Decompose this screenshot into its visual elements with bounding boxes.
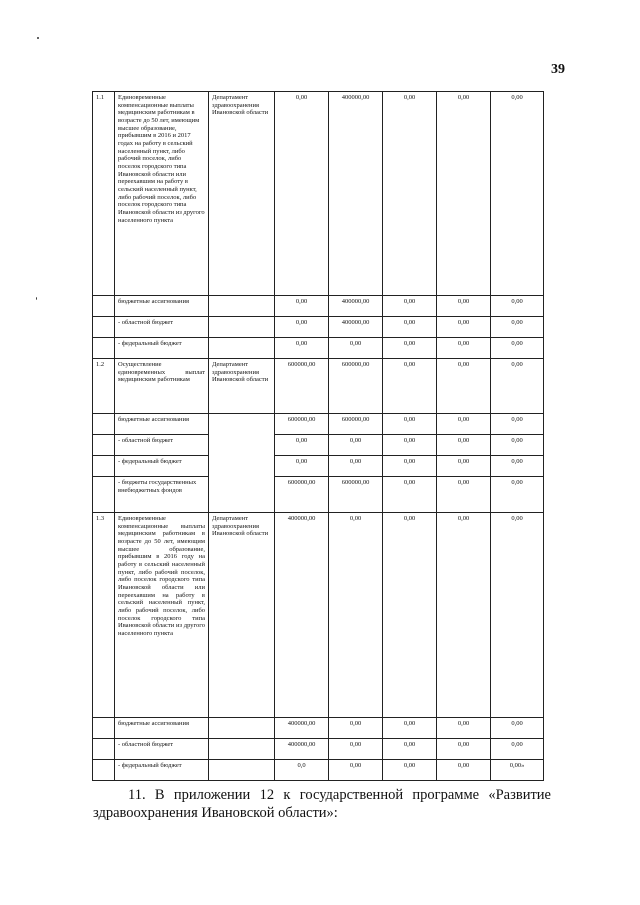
value-cell: 0,00	[437, 718, 491, 739]
table-row	[93, 296, 544, 317]
value-cell: 600000,00	[329, 477, 383, 513]
value-cell: 0,00	[329, 513, 383, 718]
value-cell: 0,00	[491, 718, 544, 739]
value-cell: 0,00	[329, 456, 383, 477]
value-cell: 0,00	[437, 338, 491, 359]
value-cell: 0,00	[437, 435, 491, 456]
table-row	[93, 92, 544, 296]
value-cell: 0,00»	[491, 760, 544, 781]
funding-label: - федеральный бюджет	[115, 338, 209, 359]
executor: Департамент здравоохранения Ивановской области	[209, 359, 275, 414]
value-cell: 0,00	[275, 338, 329, 359]
table-row	[93, 739, 544, 760]
value-cell: 0,00	[437, 760, 491, 781]
value-cell: 400000,00	[329, 92, 383, 296]
value-cell: 0,00	[383, 92, 437, 296]
value-cell: 600000,00	[275, 414, 329, 435]
measure-name: Осуществление единовременных выплат медицинским работникам	[115, 359, 209, 414]
closing-line-2: здравоохранения Ивановской области»:	[93, 805, 338, 821]
value-cell: 0,00	[491, 338, 544, 359]
row-index: 1.2	[93, 359, 115, 414]
value-cell: 600000,00	[329, 359, 383, 414]
value-cell: 0,00	[383, 718, 437, 739]
value-cell: 0,00	[275, 92, 329, 296]
table-row	[93, 456, 544, 477]
value-cell: 0,00	[383, 477, 437, 513]
value-cell: 600000,00	[275, 359, 329, 414]
value-cell: 0,00	[437, 739, 491, 760]
value-cell: 0,00	[329, 435, 383, 456]
table-row	[93, 414, 544, 435]
value-cell: 0,00	[383, 435, 437, 456]
value-cell: 0,00	[437, 414, 491, 435]
scan-speck	[37, 37, 39, 39]
scan-speck	[36, 297, 37, 300]
row-index: 1.1	[93, 92, 115, 296]
funding-label: - областной бюджет	[115, 435, 209, 456]
value-cell: 0,00	[491, 92, 544, 296]
value-cell: 0,00	[491, 296, 544, 317]
value-cell: 0,00	[329, 338, 383, 359]
closing-line-1: 11. В приложении 12 к государственной программе «Развитие	[128, 787, 551, 803]
value-cell: 600000,00	[329, 414, 383, 435]
value-cell: 0,00	[383, 317, 437, 338]
value-cell: 0,00	[383, 414, 437, 435]
funding-label: бюджетные ассигнования	[115, 718, 209, 739]
page-number: 39	[551, 62, 565, 77]
value-cell: 0,00	[437, 513, 491, 718]
table-row	[93, 760, 544, 781]
value-cell: 0,0	[275, 760, 329, 781]
funding-label: - областной бюджет	[115, 739, 209, 760]
value-cell: 400000,00	[329, 296, 383, 317]
value-cell: 0,00	[437, 456, 491, 477]
value-cell: 0,00	[383, 296, 437, 317]
value-cell: 0,00	[437, 92, 491, 296]
value-cell: 0,00	[383, 338, 437, 359]
value-cell: 0,00	[491, 435, 544, 456]
funding-label: - федеральный бюджет	[115, 456, 209, 477]
value-cell: 0,00	[437, 296, 491, 317]
value-cell: 0,00	[437, 317, 491, 338]
value-cell: 0,00	[275, 296, 329, 317]
measure-name: Единовременные компенсационные выплаты медицинским работникам в возрасте до 50 лет, имеющим высшее образование, прибывшим в 2016 году на работу в сельский населенный пункт, либо рабочий поселок, либо поселок городского типа Ивановской области или переехавшим на работу в сельский населенный пункт, либо рабочий поселок, либо поселок городского типа Ивановской области из другого населенного пункта	[115, 513, 209, 718]
funding-label: - федеральный бюджет	[115, 760, 209, 781]
value-cell: 400000,00	[329, 317, 383, 338]
value-cell: 0,00	[491, 739, 544, 760]
budget-table	[92, 91, 544, 781]
value-cell: 0,00	[437, 477, 491, 513]
value-cell: 0,00	[329, 760, 383, 781]
table-row	[93, 359, 544, 414]
table-row	[93, 435, 544, 456]
value-cell: 0,00	[275, 435, 329, 456]
value-cell: 0,00	[491, 359, 544, 414]
value-cell: 0,00	[329, 739, 383, 760]
value-cell: 400000,00	[275, 739, 329, 760]
row-index: 1.3	[93, 513, 115, 718]
value-cell: 0,00	[275, 317, 329, 338]
value-cell: 600000,00	[275, 477, 329, 513]
value-cell: 0,00	[383, 456, 437, 477]
table-row	[93, 338, 544, 359]
value-cell: 0,00	[383, 760, 437, 781]
value-cell: 400000,00	[275, 513, 329, 718]
value-cell: 0,00	[275, 456, 329, 477]
funding-label: - бюджеты государственных внебюджетных фондов	[115, 477, 209, 513]
closing-paragraph	[93, 786, 551, 822]
funding-label: бюджетные ассигнования	[115, 414, 209, 435]
value-cell: 0,00	[437, 359, 491, 414]
funding-label: бюджетные ассигнования	[115, 296, 209, 317]
value-cell: 0,00	[491, 414, 544, 435]
table-row	[93, 317, 544, 338]
executor: Департамент здравоохранения Ивановской области	[209, 513, 275, 718]
value-cell: 400000,00	[275, 718, 329, 739]
value-cell: 0,00	[491, 477, 544, 513]
value-cell: 0,00	[383, 513, 437, 718]
value-cell: 0,00	[383, 739, 437, 760]
table-row	[93, 477, 544, 513]
value-cell: 0,00	[491, 456, 544, 477]
table-row	[93, 718, 544, 739]
value-cell: 0,00	[329, 718, 383, 739]
value-cell: 0,00	[491, 317, 544, 338]
funding-label: - областной бюджет	[115, 317, 209, 338]
value-cell: 0,00	[491, 513, 544, 718]
table-row	[93, 513, 544, 718]
measure-name: Единовременные компенсационные выплаты медицинским работникам в возрасте до 50 лет, имеющим высшее образование, прибывшим в 2016 и 2017 годах на работу в сельский населенный пункт, либо рабочий поселок, либо поселок городского типа Ивановской области или переехавшим на работу в сельский населенный пункт, либо рабочий поселок, либо поселок городского типа Ивановской области из другого населенного пункта	[115, 92, 209, 296]
value-cell: 0,00	[383, 359, 437, 414]
executor: Департамент здравоохранения Ивановской области	[209, 92, 275, 296]
